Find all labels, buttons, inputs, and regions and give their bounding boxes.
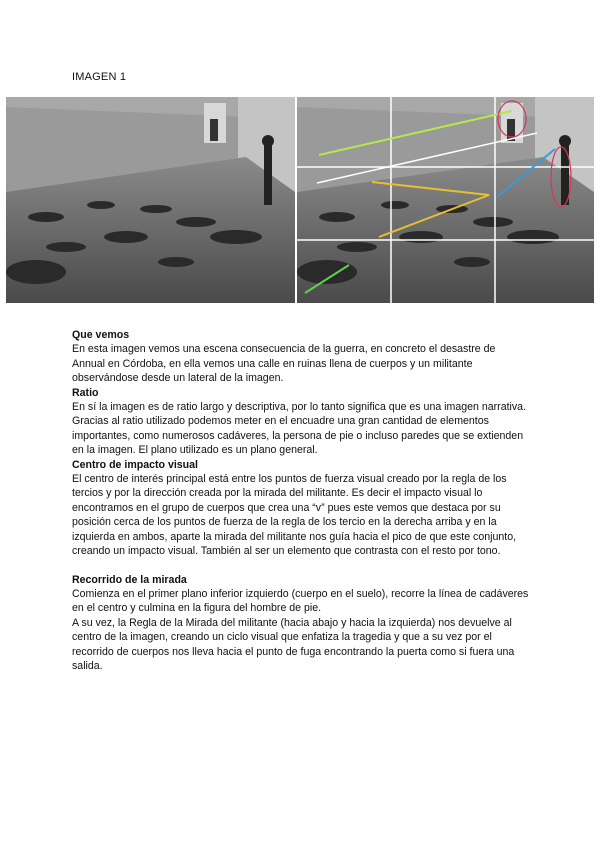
section-title: Que vemos (72, 329, 130, 341)
annotated-photo-drawing (297, 97, 594, 303)
war-photo-drawing (6, 97, 295, 303)
section-paragraph: El centro de interés principal está entre los puntos de fuerza visual creado por la regla de los tercios y por la dirección creada por la mirada del militante. Es decir el impacto visual lo encontramos en el grupo de cuerpos que crea una “v” pues este vemos que destaca por su posición cerca de los puntos de fuerza de la regla de los tercio en la derecha arriba y en la izquierda en ambos, aparte la mirada del militante nos guía hacia el pico de que este conjunto, creando un impacto visual. También al ser un elemento que contrasta con el resto por tono. (72, 473, 517, 558)
analysis-text (72, 328, 530, 673)
section-title: Recorrido de la mirada (72, 573, 187, 586)
section-paragraph: A su vez, la Regla de la Mirada del militante (hacia abajo y hacia la izquierda) nos devuelve al centro de la imagen, creando un ciclo visual que enfatiza la tragedia y que a su vez por el recorrido de cuerpos nos lleva hacia el punto de fuga encontrando la puerta como si fuera una salida. (72, 616, 515, 672)
section-paragraph: Comienza en el primer plano inferior izquierdo (cuerpo en el suelo), recorre la línea de cadáveres en el centro y culmina en la figura del hombre de pie. (72, 587, 529, 615)
spacer (72, 559, 530, 573)
section-paragraph: En esta imagen vemos una escena consecuencia de la guerra, en concreto el desastre de Annual en Córdoba, en ella vemos una calle en ruinas llena de cuerpos y un militante observándose desde un lateral de la imagen. (72, 343, 496, 385)
page-title: IMAGEN 1 (72, 71, 127, 83)
section-title: Ratio (72, 386, 99, 399)
war-photo (6, 97, 295, 303)
war-photo-annotated (297, 97, 594, 303)
section-paragraph: En sí la imagen es de ratio largo y descriptiva, por lo tanto significa que es una imagen narrativa. Gracias al ratio utilizado podemos meter en el encuadre una gran cantidad de elementos importantes, como numerosos cadáveres, la persona de pie o incluso paredes que se extienden en la imagen. El plano utilizado es un plano general. (72, 401, 527, 457)
section-title: Centro de impacto visual (72, 458, 198, 471)
